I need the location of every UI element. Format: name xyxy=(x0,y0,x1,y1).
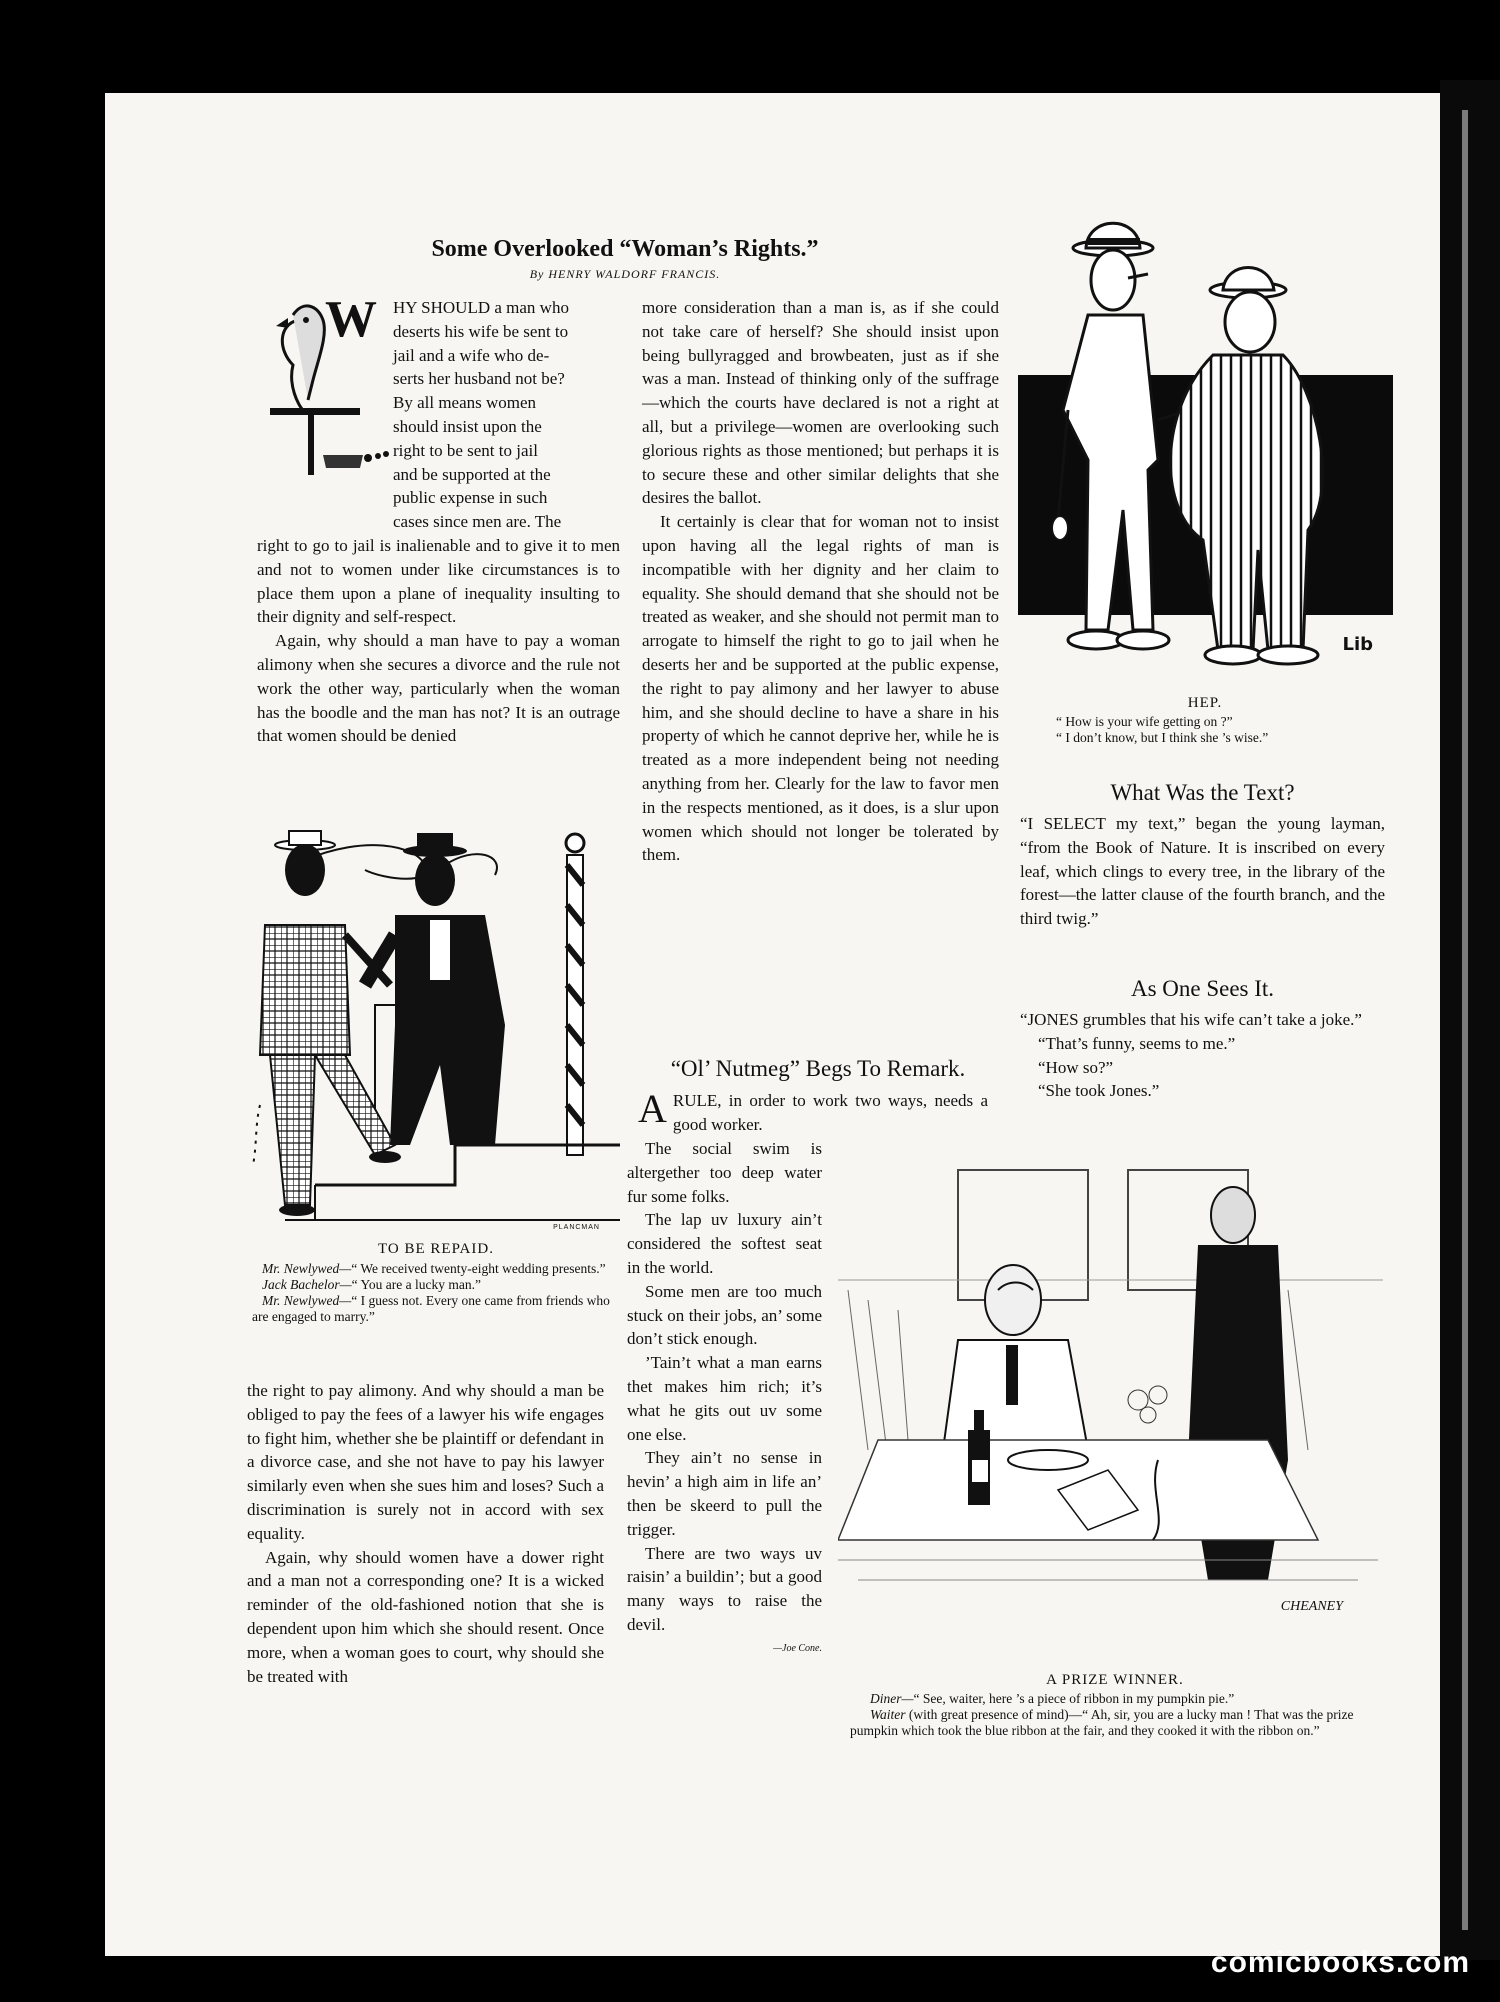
paragraph: The social swim is altergether too deep water fur some folks. xyxy=(627,1139,822,1206)
nutmeg-intro xyxy=(638,1086,988,1137)
article-title-block xyxy=(245,236,1005,282)
cartoon-prize-winner xyxy=(838,1160,1383,1665)
cartoon-signature: CHEANEY xyxy=(1280,1599,1343,1614)
cartoon-signature: Lib xyxy=(1342,634,1373,655)
article-line: should insist upon the xyxy=(393,416,542,436)
caption-dialogue xyxy=(252,1261,620,1325)
article-line: cases since men are. The xyxy=(393,512,562,532)
caption-prize-winner xyxy=(850,1672,1380,1739)
caption-line: Mr. Newlywed—“ We received twenty-eight wedding presents.” xyxy=(262,1261,606,1276)
caption-line: Waiter (with great presence of mind)—“ Ah, sir, you are a lucky man ! That was the prize pumpkin which took the blue ribbon at the fair, and they cooked it with the ribbon on.” xyxy=(850,1707,1354,1738)
caption-dialogue xyxy=(850,1691,1380,1739)
article-col1-intro xyxy=(393,296,620,534)
text-piece-title: What Was the Text? xyxy=(1110,780,1295,805)
paragraph: It certainly is clear that for woman not to insist upon having all the legal rights of man is incompatible with her dignity and her claim to equality. She should demand that she should not be treated as weaker, and she should not permit man to arrogate to himself the right to go to jail when he deserts her and be supported at the public expense, the right to pay alimony and her lawyer to abuse him, and she should decline to have a share in his property of which he cannot deprive her, while he is treated as a more independent being not needing anything from her. Clearly for the law to favor men in the respects mentioned, as it does, is a slur upon women which should not longer be tolerated by them. xyxy=(642,512,999,865)
caption-dialogue xyxy=(1056,714,1380,746)
caption-line: “ I don’t know, but I think she ’s wise.” xyxy=(1056,730,1269,745)
nutmeg-signature: —Joe Cone. xyxy=(773,1642,822,1654)
article-col1-bottom xyxy=(247,1379,604,1688)
dropcap-a: A xyxy=(638,1086,667,1131)
cartoon-to-be-repaid xyxy=(245,825,620,1235)
caption-title: A PRIZE WINNER. xyxy=(1046,1672,1184,1688)
article-line: public expense in such xyxy=(393,488,548,508)
watermark: comicbooks.com xyxy=(1210,1946,1470,1979)
sees-it-body xyxy=(1020,1008,1385,1103)
text-piece xyxy=(1020,780,1385,931)
sees-it-title: As One Sees It. xyxy=(1130,976,1275,1001)
paragraph: right to go to jail is inalienable and to give it to men and not to women under like circumstances is to place them upon a plane of inequality insulting to their dignity and self-respect. xyxy=(257,536,620,627)
article-line: serts her husband not be? xyxy=(393,369,565,389)
paragraph: “JONES grumbles that his wife can’t take a joke.” xyxy=(1020,1010,1362,1029)
book-spine xyxy=(1440,80,1500,1960)
caption-title: TO BE REPAID. xyxy=(378,1241,494,1257)
sees-it-piece xyxy=(1020,976,1385,1103)
article-col2 xyxy=(642,296,999,867)
caption-line: Jack Bachelor—“ You are a lucky man.” xyxy=(262,1277,481,1292)
article-line: right to be sent to jail xyxy=(393,440,538,460)
cartoon-hep xyxy=(1018,210,1393,685)
caption-hep xyxy=(1030,695,1380,746)
caption-line: Mr. Newlywed—“ I guess not. Every one came from friends who are engaged to marry.” xyxy=(252,1293,610,1324)
paragraph: RULE, in order to work two ways, needs a good worker. xyxy=(672,1091,988,1134)
article-col1-body xyxy=(257,534,620,748)
article-line: By all means women xyxy=(393,393,537,413)
spine-edge xyxy=(1462,110,1468,1930)
paragraph: Again, why should a man have to pay a woman alimony when she secures a divorce and the rule not work the other way, particularly when the woman has the boodle and the man has not? It is an outrage that women should be denied xyxy=(257,631,620,746)
paragraph: Again, why should women have a dower right and a man not a corresponding one? It is a wicked reminder of the old-fashioned notion that she is dependent upon him which she should resent. Once more, when a woman goes to court, why should she be treated with xyxy=(247,1547,604,1686)
cartoon-signature: PLANCMAN xyxy=(553,1224,600,1231)
caption-to-be-repaid xyxy=(252,1241,620,1325)
nutmeg-body xyxy=(627,1137,822,1661)
caption-line: Diner—“ See, waiter, here ’s a piece of ribbon in my pumpkin pie.” xyxy=(870,1691,1235,1706)
article-byline: By HENRY WALDORF FRANCIS. xyxy=(529,267,721,281)
nutmeg-title: “Ol’ Nutmeg” Begs To Remark. xyxy=(670,1056,966,1081)
paragraph: They ain’t no sense in hevin’ a high aim in life an’ then be skeerd to pull the trigger. xyxy=(627,1448,822,1539)
dropcap-w: W xyxy=(325,291,377,348)
paragraph: the right to pay alimony. And why should a man be obliged to pay the fees of a lawyer his wife engages to fight him, whether she be plaintiff or defendant in a divorce case, and she not have to pay his lawyer similarly even when she sues him and loses? Such a discrimination is surely not in accord with sex equality. xyxy=(247,1381,604,1543)
article-line: HY SHOULD a man who xyxy=(393,298,569,317)
paragraph: The lap uv luxury ain’t considered the softest seat in the world. xyxy=(627,1210,822,1277)
article-title: Some Overlooked “Woman’s Rights.” xyxy=(431,236,819,262)
article-line: deserts his wife be sent to xyxy=(393,321,569,341)
article-line: jail and a wife who de- xyxy=(393,345,550,365)
text-piece-body: “I SELECT my text,” began the young layman, “from the Book of Nature. It is inscribed on every leaf, which clings to every tree, in the library of the forest—the latter clause of the fourth branch, and the third twig.” xyxy=(1020,814,1385,929)
caption-title: HEP. xyxy=(1187,695,1223,711)
paragraph: There are two ways uv raisin’ a buildin’; but a good many ways to raise the devil. xyxy=(627,1543,822,1634)
paragraph: “She took Jones.” xyxy=(1038,1081,1160,1101)
paragraph: more consideration than a man is, as if she could not take care of herself? She should insist upon being bullyragged and browbeaten, just as if she was a man. Instead of thinking only of the suffrage—which the courts have declared is not a right at all, but a privilege—women are overlooking such glorious rights as those mentioned; but perhaps it is to secure these and other similar delights that she desires the ballot. xyxy=(642,298,999,508)
paragraph: “That’s funny, seems to me.” xyxy=(1038,1033,1236,1053)
caption-line: “ How is your wife getting on ?” xyxy=(1056,714,1233,729)
paragraph: Some men are too much stuck on their jobs, an’ some don’t stick enough. xyxy=(627,1281,822,1349)
article-line: and be supported at the xyxy=(393,464,551,484)
paragraph: “How so?” xyxy=(1038,1057,1114,1077)
paragraph: ’Tain’t what a man earns thet makes him rich; it’s what he gits out uv some one else. xyxy=(627,1353,822,1444)
